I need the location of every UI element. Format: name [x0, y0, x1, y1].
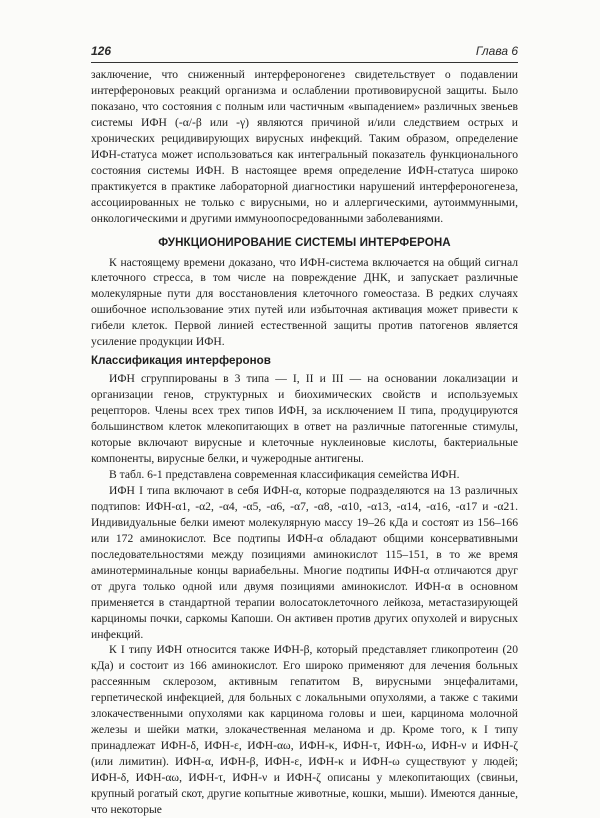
subsection-paragraph-3: ИФН I типа включают в себя ИФН-α, которые подразделяются на 13 различных подтипов: ИФН-α1, -α2, -α4, -α5, -α6, -α7, -α8, -α10, -α13, -α14, -α16, -α17 и -α21. Индивидуальные белки имеют молекулярную массу 19–26 кДа и состоят из 156–166 или 172 аминокислот. Все подтипы ИФН-α обладают общими консервативными последовательностями между позициями аминокислот 115–151, в то же время аминотерминальные концы вариабельны. Многие подтипы ИФН-α отличаются друг от друга только одной или двумя позициями аминокислот. ИФН-α в основном применяется в стандартной терапии волосатоклеточного лейкоза, метастазирующей карциномы почки, саркомы Капоши. Он активен против других опухолей и вирусных инфекций. [91, 483, 518, 641]
section-heading: ФУНКЦИОНИРОВАНИЕ СИСТЕМЫ ИНТЕРФЕРОНА [158, 235, 451, 249]
section-paragraph: К настоящему времени доказано, что ИФН-система включается на общий сигнал клеточного стресса, в том числе на повреждение ДНК, и запускает различные молекулярные пути для восстановления клеточного гомеостаза. В редких случаях ошибочное использование этих путей или избыточная активация может привести к гибели клеток. Первой линией естественной защиты против патогенов является усиление продукции ИФН. [91, 255, 518, 349]
subsection-paragraph-4: К I типу ИФН относится также ИФН-β, который представляет гликопротеин (20 кДа) и состоит из 166 аминокислот. Его широко применяют для лечения больных рассеянным склерозом, активным гепатитом В, вирусными энцефалитами, герпетической инфекцией, для больных с локальными опухолями, а также с такими злокачественными опухолями как карцинома головы и шеи, карцинома молочной железы и шейки матки, злокачественная меланома и др. Кроме того, к I типу принадлежат ИФН-δ, ИФН-ε, ИФН-αω, ИФН-κ, ИФН-τ, ИФН-ω, ИФН-ν и ИФН-ζ (или лимитин). ИФН-α, ИФН-β, ИФН-ε, ИФН-κ и ИФН-ω существуют у людей; ИФН-δ, ИФН-αω, ИФН-τ, ИФН-ν и ИФН-ζ описаны у млекопитающих (свиньи, крупный рогатый скот, другие копытные животные, кошки, мыши). Имеются данные, что некоторые [91, 643, 518, 816]
page-header [91, 44, 518, 60]
chapter-title: Глава 6 [475, 44, 518, 58]
subsection-paragraph-2: В табл. 6-1 представлена современная классификация семейства ИФН. [109, 467, 460, 481]
intro-paragraph: заключение, что сниженный интерфероногенез свидетельствует о подавлении интерфероновых реакций организма и ослаблении противовирусной защиты. Было показано, что состояния с полным или частичным «выпадением» различных звеньев системы ИФН (-α/-β или -γ) являются причиной и/или следствием острых и хронических рецидивирующих вирусных инфекций. Таким образом, определение ИФН-статуса может использоваться как интегральный показатель функционального состояния системы ИФН. В настоящее время определение ИФН-статуса широко практикуется в практике лабораторной диагностики нарушений интерфероногенеза, ассоциированных не только с вирусными, но и аллергическими, аутоиммунными, онкологическими и другими иммуноопосредованными заболеваниями. [91, 68, 518, 225]
header-rule [91, 62, 518, 63]
page-number: 126 [91, 44, 112, 58]
subsection-heading: Классификация интерферонов [91, 354, 271, 368]
subsection-paragraph-1: ИФН сгруппированы в 3 типа — I, II и III — на основании локализации и организации генов, структурных и биохимических свойств и используемых рецепторов. Члены всех трех типов ИФН, за исключением II типа, продуцируются большинством клеток млекопитающих в ответ на различные патогенные стимулы, которые включают вирусные и клеточные нуклеиновые кислоты, бактериальные компоненты, вирусные белки, и чужеродные антигены. [91, 372, 518, 466]
page-body [91, 67, 518, 818]
